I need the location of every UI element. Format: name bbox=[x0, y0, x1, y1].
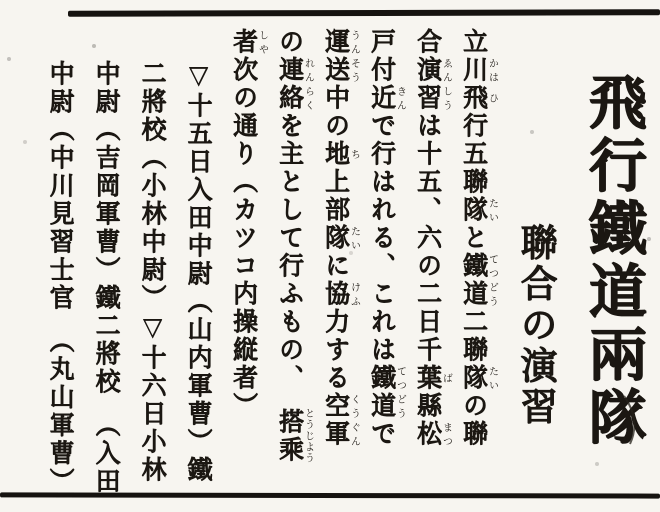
annotated-text: 者しや bbox=[229, 28, 268, 56]
annotated-text: 搭乘とうじよう bbox=[275, 407, 314, 464]
text-column: 者しや次の通り（カツコ内操縦者） bbox=[229, 28, 268, 420]
text-column: 立川かは飛ひ行五聯隊たいと鐵道てつどう二聯隊たいの聯 bbox=[459, 28, 498, 448]
furigana: れんらく bbox=[302, 56, 314, 112]
furigana: けふ bbox=[348, 280, 360, 308]
furigana: ち bbox=[348, 140, 360, 168]
annotated-text: 鐵道てつどう bbox=[459, 252, 498, 308]
furigana: たい bbox=[486, 364, 498, 392]
annotated-text: 隊たい bbox=[459, 196, 498, 224]
annotated-text: 空軍くうぐん bbox=[321, 392, 360, 448]
furigana: とうじよう bbox=[302, 407, 314, 464]
annotated-text: 運送うんそう bbox=[321, 28, 360, 84]
annotated-text: 川かは bbox=[459, 56, 498, 84]
annotated-text: 地ち bbox=[321, 140, 360, 168]
furigana: ば bbox=[440, 364, 452, 392]
annotated-text: 協けふ bbox=[321, 280, 360, 308]
text-column: 運送うんそう中の地ち上部隊たいに協けふ力する空軍くうぐん bbox=[321, 28, 360, 448]
text-column: 戸付近きんで行はれる、これは鐵道てつどうで bbox=[367, 28, 406, 448]
furigana: ゑんしう bbox=[440, 56, 452, 112]
article-subtitle: 聯合の演習 bbox=[514, 223, 558, 428]
furigana: かは bbox=[486, 56, 498, 84]
annotated-text: 隊たい bbox=[459, 364, 498, 392]
furigana: くうぐん bbox=[348, 392, 360, 448]
furigana: たい bbox=[348, 224, 360, 252]
furigana: てつどう bbox=[394, 364, 406, 420]
annotated-text: 演習ゑんしう bbox=[413, 56, 452, 112]
text-column: 中尉（中川見習士官 （丸山軍曹） bbox=[46, 60, 75, 496]
annotated-text: 連絡れんらく bbox=[275, 56, 314, 112]
annotated-text: 飛ひ bbox=[459, 84, 498, 112]
article-body bbox=[37, 28, 497, 498]
text-column: の連絡れんらくを主として行ふもの、 搭乘とうじよう bbox=[275, 28, 314, 464]
text-column: 中尉（吉岡軍曹）鐵二將校 （入田 bbox=[92, 60, 121, 496]
furigana: しや bbox=[256, 28, 268, 56]
text-column: 合演習ゑんしうは十五、六の二日千葉ば縣松まつ bbox=[413, 28, 452, 448]
annotated-text: 鐵道てつどう bbox=[367, 364, 406, 420]
top-border-rule bbox=[68, 9, 660, 17]
text-column: 二將校（小林中尉）▽十六日小林 bbox=[138, 60, 167, 484]
annotated-text: 松まつ bbox=[413, 420, 452, 448]
furigana: ひ bbox=[486, 84, 498, 112]
paper-specks bbox=[0, 0, 2, 2]
furigana: きん bbox=[394, 84, 406, 112]
furigana: うんそう bbox=[348, 28, 360, 84]
furigana: たい bbox=[486, 196, 498, 224]
furigana: てつどう bbox=[486, 252, 498, 308]
annotated-text: 葉ば bbox=[413, 364, 452, 392]
text-column: ▽十五日入田中尉（山内軍曹）鐵 bbox=[184, 60, 213, 484]
furigana: まつ bbox=[440, 420, 452, 448]
article-headline: 飛行鐵道兩隊 bbox=[579, 72, 647, 450]
annotated-text: 隊たい bbox=[321, 224, 360, 252]
annotated-text: 近きん bbox=[367, 84, 406, 112]
